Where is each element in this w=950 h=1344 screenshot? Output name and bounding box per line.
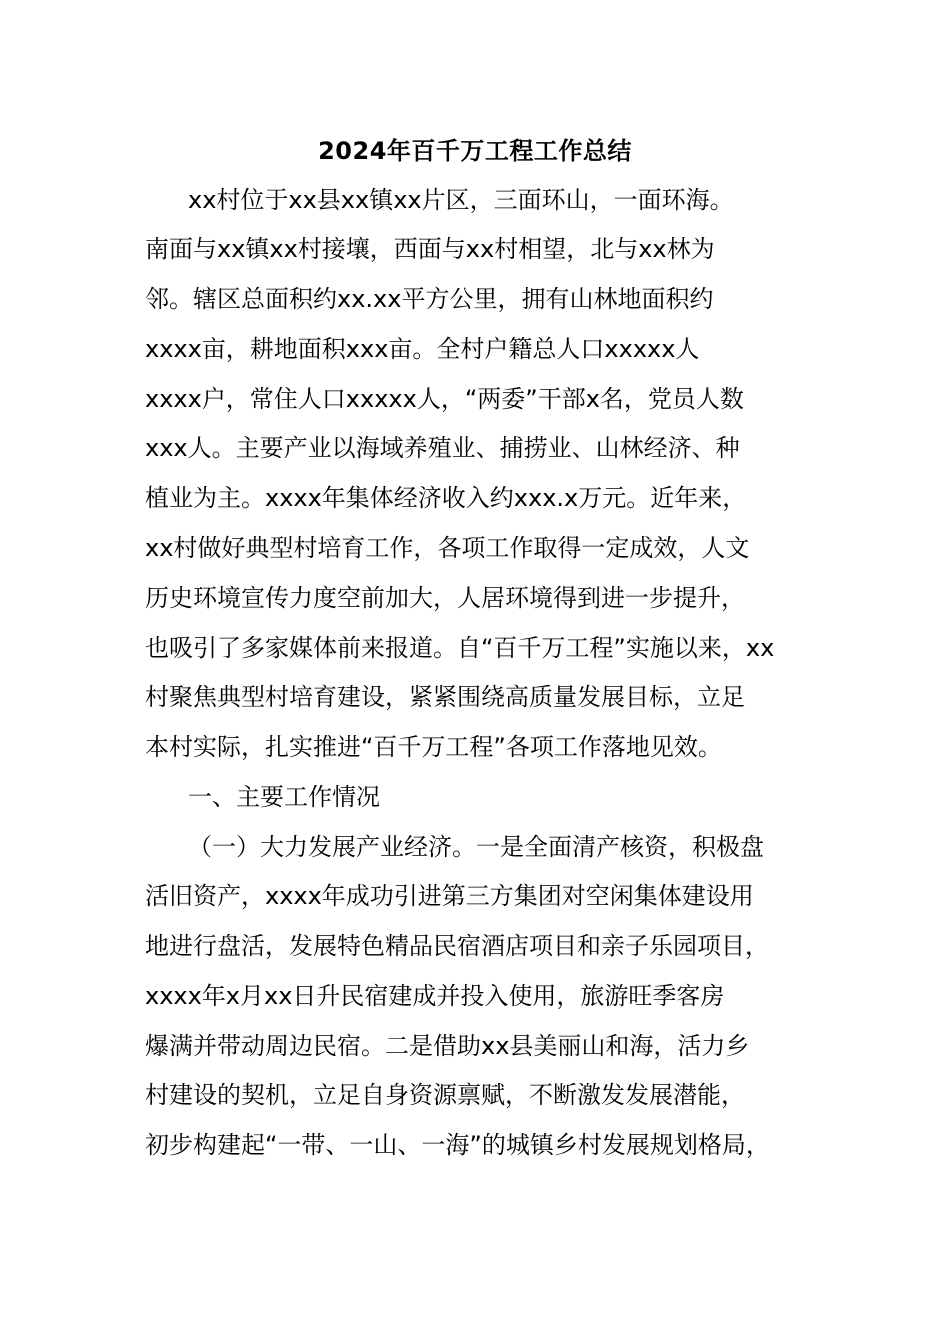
section-heading: 一、主要工作情况 (188, 783, 380, 811)
paragraph-line: 也吸引了多家媒体前来报道。自“百千万工程”实施以来，xx (145, 634, 775, 662)
paragraph-line: 初步构建起“一带、一山、一海”的城镇乡村发展规划格局， (145, 1131, 770, 1159)
paragraph-line: xxx人。主要产业以海域养殖业、捕捞业、山林经济、种 (145, 434, 740, 462)
paragraph-line: xx村位于xx县xx镇xx片区，三面环山，一面环海。 (188, 186, 734, 214)
paragraph-line: 植业为主。xxxx年集体经济收入约xxx.x万元。近年来， (145, 484, 747, 512)
paragraph-line: 邻。辖区总面积约xx.xx平方公里，拥有山林地面积约 (145, 285, 714, 313)
paragraph-line: （一）大力发展产业经济。一是全面清产核资，积极盘 (188, 833, 764, 861)
paragraph-line: 地进行盘活，发展特色精品民宿酒店项目和亲子乐园项目， (145, 932, 769, 960)
paragraph-line: 历史环境宣传力度空前加大，人居环境得到进一步提升， (145, 584, 745, 612)
paragraph-line: xxxx户，常住人口xxxxx人，“两委”干部x名，党员人数 (145, 385, 744, 413)
paragraph-line: 本村实际，扎实推进“百千万工程”各项工作落地见效。 (145, 733, 722, 761)
paragraph-line: xxxx年x月xx日升民宿建成并投入使用，旅游旺季客房 (145, 982, 725, 1010)
paragraph-line: xxxx亩，耕地面积xxx亩。全村户籍总人口xxxxx人 (145, 335, 700, 363)
paragraph-line: 村建设的契机，立足自身资源禀赋，不断激发发展潜能， (145, 1081, 745, 1109)
paragraph-line: 爆满并带动周边民宿。二是借助xx县美丽山和海，活力乡 (145, 1032, 750, 1060)
document-title: 2024年百千万工程工作总结 (318, 137, 632, 165)
paragraph-line: 南面与xx镇xx村接壤，西面与xx村相望，北与xx林为 (145, 235, 715, 263)
paragraph-line: 村聚焦典型村培育建设，紧紧围绕高质量发展目标，立足 (145, 683, 745, 711)
paragraph-line: xx村做好典型村培育工作，各项工作取得一定成效，人文 (145, 534, 750, 562)
paragraph-line: 活旧资产，xxxx年成功引进第三方集团对空闲集体建设用 (145, 882, 754, 910)
